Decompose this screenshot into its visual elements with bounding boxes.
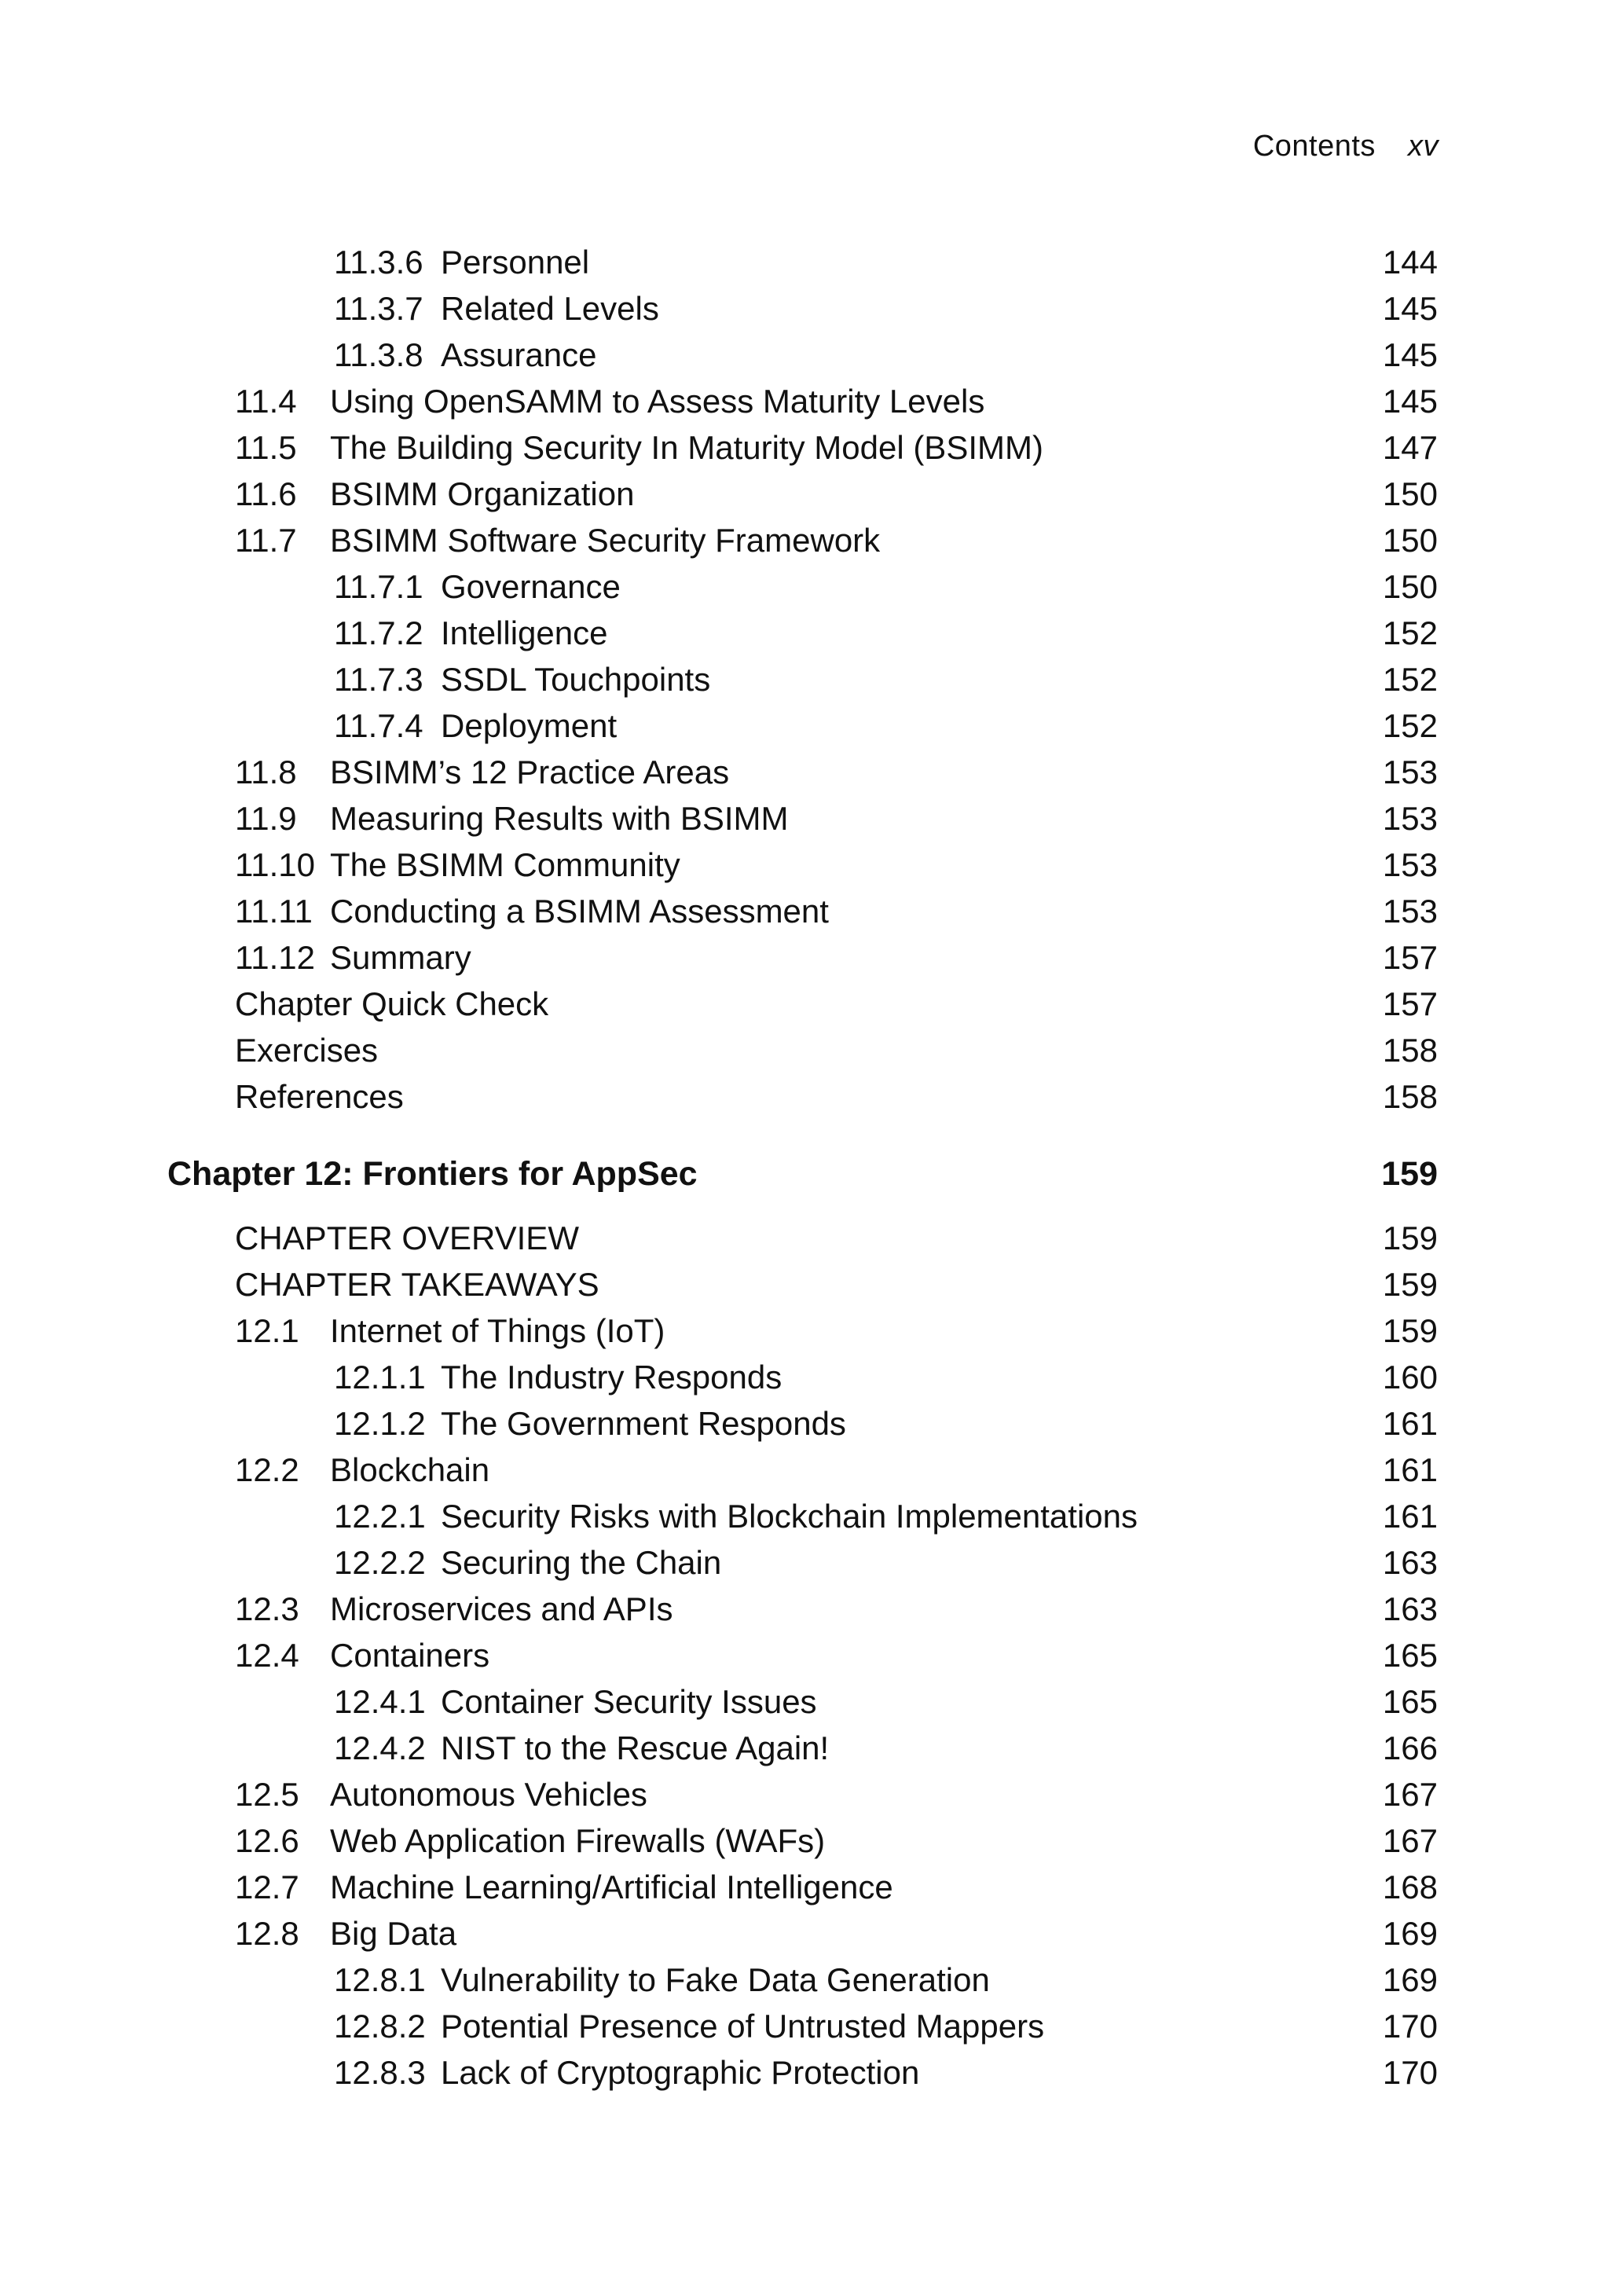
toc-entry-page-number: 169 bbox=[1382, 1915, 1438, 1952]
toc-entry-page-number: 145 bbox=[1382, 290, 1438, 327]
toc-entry-number: 12.5 bbox=[235, 1776, 299, 1813]
toc-entry-page-number: 167 bbox=[1382, 1822, 1438, 1859]
toc-entry[interactable] bbox=[0, 2049, 1609, 2096]
toc-entry-title: The Government Responds bbox=[441, 1405, 846, 1442]
toc-entry-number: 12.2 bbox=[235, 1451, 299, 1488]
toc-entry[interactable] bbox=[0, 2003, 1609, 2049]
toc-entry-title: Conducting a BSIMM Assessment bbox=[330, 893, 829, 930]
toc-entry-title: Chapter Quick Check bbox=[235, 985, 549, 1022]
toc-entry-number: 11.5 bbox=[235, 429, 297, 466]
chapter-title: Chapter 12: Frontiers for AppSec bbox=[167, 1155, 698, 1193]
toc-entry[interactable] bbox=[0, 1771, 1609, 1817]
toc-entry-page-number: 144 bbox=[1382, 244, 1438, 281]
toc-entry-title: CHAPTER OVERVIEW bbox=[235, 1220, 579, 1256]
toc-entry-page-number: 152 bbox=[1382, 614, 1438, 651]
toc-chapter-heading[interactable] bbox=[0, 1151, 1609, 1198]
toc-entry-title: Lack of Cryptographic Protection bbox=[441, 2054, 920, 2091]
toc-entry-page-number: 150 bbox=[1382, 522, 1438, 559]
toc-entry-page-number: 153 bbox=[1382, 800, 1438, 837]
toc-entry-title: BSIMM Software Security Framework bbox=[330, 522, 881, 559]
toc-entry-title: Container Security Issues bbox=[441, 1683, 817, 1720]
toc-entry-page-number: 158 bbox=[1382, 1078, 1438, 1115]
toc-entry-number: 11.8 bbox=[235, 754, 297, 790]
toc-entry[interactable] bbox=[0, 842, 1609, 888]
toc-entry-number: 11.4 bbox=[235, 383, 297, 420]
toc-entry-number: 11.7.3 bbox=[334, 661, 423, 698]
toc-entry-page-number: 163 bbox=[1382, 1544, 1438, 1581]
toc-entry-page-number: 157 bbox=[1382, 939, 1438, 976]
toc-entry-page-number: 157 bbox=[1382, 985, 1438, 1022]
toc-entry[interactable] bbox=[0, 1400, 1609, 1447]
spacer bbox=[0, 1120, 1609, 1151]
toc-entry[interactable] bbox=[0, 1354, 1609, 1400]
toc-entry-title: Internet of Things (IoT) bbox=[330, 1312, 665, 1349]
toc-entry-title: Microservices and APIs bbox=[330, 1590, 673, 1627]
toc-entry-page-number: 159 bbox=[1382, 1220, 1438, 1256]
toc-entry[interactable] bbox=[0, 471, 1609, 517]
toc-entry[interactable] bbox=[0, 795, 1609, 842]
toc-entry-page-number: 167 bbox=[1382, 1776, 1438, 1813]
toc-entry-title: The Building Security In Maturity Model (BSIMM) bbox=[330, 429, 1043, 466]
toc-entry-title: Security Risks with Blockchain Implementations bbox=[441, 1498, 1138, 1535]
toc-entry-page-number: 158 bbox=[1382, 1032, 1438, 1069]
toc-entry-number: 12.2.2 bbox=[334, 1544, 426, 1581]
toc-entry-page-number: 145 bbox=[1382, 383, 1438, 420]
toc-entry-number: 11.7.1 bbox=[334, 568, 423, 605]
toc-entry-number: 11.3.8 bbox=[334, 336, 423, 373]
toc-entry-title: Summary bbox=[330, 939, 471, 976]
toc-entry[interactable] bbox=[0, 285, 1609, 332]
toc-entry-page-number: 150 bbox=[1382, 475, 1438, 512]
toc-entry[interactable] bbox=[0, 424, 1609, 471]
toc-entry[interactable] bbox=[0, 656, 1609, 702]
chapter-page-number: 159 bbox=[1381, 1155, 1438, 1193]
toc-entry-title: The Industry Responds bbox=[441, 1359, 783, 1396]
toc-entry-title: CHAPTER TAKEAWAYS bbox=[235, 1266, 599, 1303]
toc-entry-title: Deployment bbox=[441, 707, 618, 744]
toc-entry-page-number: 152 bbox=[1382, 707, 1438, 744]
toc-entry-page-number: 159 bbox=[1382, 1266, 1438, 1303]
toc-entry-number: 11.11 bbox=[235, 893, 313, 930]
toc-entry-number: 12.3 bbox=[235, 1590, 299, 1627]
toc-entry[interactable] bbox=[0, 1586, 1609, 1632]
toc-entry-title: Related Levels bbox=[441, 290, 659, 327]
toc-entry-page-number: 147 bbox=[1382, 429, 1438, 466]
toc-entry-number: 12.2.1 bbox=[334, 1498, 426, 1535]
toc-entry[interactable] bbox=[0, 1073, 1609, 1120]
toc-entry[interactable] bbox=[0, 934, 1609, 981]
toc-entry[interactable] bbox=[0, 1447, 1609, 1493]
toc-entry-title: The BSIMM Community bbox=[330, 846, 680, 883]
toc-entry[interactable] bbox=[0, 1864, 1609, 1910]
toc-entry-number: 11.3.7 bbox=[334, 290, 423, 327]
toc-entry-page-number: 153 bbox=[1382, 754, 1438, 790]
toc-entry-title: Measuring Results with BSIMM bbox=[330, 800, 789, 837]
toc-entry[interactable] bbox=[0, 1539, 1609, 1586]
toc-entry-title: References bbox=[235, 1078, 404, 1115]
toc-entry-number: 11.9 bbox=[235, 800, 297, 837]
toc-entry-title: Governance bbox=[441, 568, 621, 605]
spacer bbox=[0, 1198, 1609, 1215]
toc-entry[interactable] bbox=[0, 1308, 1609, 1354]
toc-entry[interactable] bbox=[0, 749, 1609, 795]
toc-entry[interactable] bbox=[0, 1678, 1609, 1725]
toc-entry[interactable] bbox=[0, 610, 1609, 656]
toc-entry-page-number: 161 bbox=[1382, 1451, 1438, 1488]
toc-entry[interactable] bbox=[0, 981, 1609, 1027]
toc-entry-page-number: 168 bbox=[1382, 1869, 1438, 1905]
toc-entry-number: 11.10 bbox=[235, 846, 315, 883]
running-header bbox=[1253, 130, 1439, 163]
toc-entry[interactable] bbox=[0, 1725, 1609, 1771]
toc-entry-title: Assurance bbox=[441, 336, 597, 373]
toc-entry-page-number: 159 bbox=[1382, 1312, 1438, 1349]
toc-entry-page-number: 161 bbox=[1382, 1498, 1438, 1535]
toc-entry-title: Vulnerability to Fake Data Generation bbox=[441, 1961, 990, 1998]
toc-entry-page-number: 153 bbox=[1382, 893, 1438, 930]
toc-entry-number: 12.6 bbox=[235, 1822, 299, 1859]
toc-entry-title: BSIMM’s 12 Practice Areas bbox=[330, 754, 730, 790]
toc-entry-title: BSIMM Organization bbox=[330, 475, 635, 512]
toc-entry-page-number: 165 bbox=[1382, 1637, 1438, 1674]
toc-entry-title: Big Data bbox=[330, 1915, 457, 1952]
toc-entry-number: 12.8.2 bbox=[334, 2008, 426, 2045]
toc-entry-page-number: 153 bbox=[1382, 846, 1438, 883]
toc-entry-title: Personnel bbox=[441, 244, 590, 281]
toc-entry-number: 12.1 bbox=[235, 1312, 299, 1349]
toc-entry-title: SSDL Touchpoints bbox=[441, 661, 711, 698]
toc-entry-title: Blockchain bbox=[330, 1451, 490, 1488]
page-folio: xv bbox=[1408, 130, 1439, 163]
toc-entry-number: 11.7 bbox=[235, 522, 297, 559]
toc-entry-number: 11.7.2 bbox=[334, 614, 423, 651]
toc-entry-title: Using OpenSAMM to Assess Maturity Levels bbox=[330, 383, 985, 420]
toc-entry-title: Web Application Firewalls (WAFs) bbox=[330, 1822, 826, 1859]
toc-section-chapter-12 bbox=[0, 1215, 1609, 2096]
toc-entry-page-number: 170 bbox=[1382, 2008, 1438, 2045]
toc-entry[interactable] bbox=[0, 239, 1609, 285]
toc-entry[interactable] bbox=[0, 378, 1609, 424]
toc-entry-number: 12.1.1 bbox=[334, 1359, 426, 1396]
toc-entry[interactable] bbox=[0, 1261, 1609, 1308]
toc-entry-number: 11.3.6 bbox=[334, 244, 423, 281]
toc-entry-number: 11.6 bbox=[235, 475, 297, 512]
toc-entry-page-number: 161 bbox=[1382, 1405, 1438, 1442]
toc-entry-title: Exercises bbox=[235, 1032, 379, 1069]
toc-entry-number: 12.8.3 bbox=[334, 2054, 426, 2091]
toc-entry-page-number: 170 bbox=[1382, 2054, 1438, 2091]
toc-entry-number: 11.7.4 bbox=[334, 707, 423, 744]
toc-entry[interactable] bbox=[0, 1957, 1609, 2003]
toc-entry-title: Containers bbox=[330, 1637, 490, 1674]
toc-entry[interactable] bbox=[0, 702, 1609, 749]
toc-entry-page-number: 165 bbox=[1382, 1683, 1438, 1720]
table-of-contents bbox=[0, 239, 1609, 2096]
toc-section-chapter-11 bbox=[0, 239, 1609, 1120]
toc-entry[interactable] bbox=[0, 1632, 1609, 1678]
toc-entry[interactable] bbox=[0, 1215, 1609, 1261]
toc-entry[interactable] bbox=[0, 1910, 1609, 1957]
toc-entry-title: NIST to the Rescue Again! bbox=[441, 1729, 830, 1766]
toc-entry-number: 11.12 bbox=[235, 939, 315, 976]
toc-entry[interactable] bbox=[0, 1027, 1609, 1073]
toc-entry[interactable] bbox=[0, 563, 1609, 610]
toc-entry-title: Intelligence bbox=[441, 614, 608, 651]
toc-entry[interactable] bbox=[0, 517, 1609, 563]
toc-entry-page-number: 166 bbox=[1382, 1729, 1438, 1766]
toc-entry-page-number: 145 bbox=[1382, 336, 1438, 373]
toc-entry[interactable] bbox=[0, 1817, 1609, 1864]
toc-entry-page-number: 152 bbox=[1382, 661, 1438, 698]
toc-entry-page-number: 169 bbox=[1382, 1961, 1438, 1998]
toc-entry-page-number: 160 bbox=[1382, 1359, 1438, 1396]
toc-entry-title: Potential Presence of Untrusted Mappers bbox=[441, 2008, 1045, 2045]
toc-entry[interactable] bbox=[0, 332, 1609, 378]
toc-entry-number: 12.4 bbox=[235, 1637, 299, 1674]
toc-entry[interactable] bbox=[0, 1493, 1609, 1539]
toc-entry-title: Autonomous Vehicles bbox=[330, 1776, 647, 1813]
toc-entry-title: Machine Learning/Artificial Intelligence bbox=[330, 1869, 893, 1905]
toc-entry-number: 12.1.2 bbox=[334, 1405, 426, 1442]
running-header-label: Contents bbox=[1252, 130, 1376, 163]
toc-entry-number: 12.8 bbox=[235, 1915, 299, 1952]
toc-entry-number: 12.8.1 bbox=[334, 1961, 426, 1998]
toc-entry[interactable] bbox=[0, 888, 1609, 934]
toc-entry-page-number: 163 bbox=[1382, 1590, 1438, 1627]
toc-entry-number: 12.7 bbox=[235, 1869, 299, 1905]
toc-entry-page-number: 150 bbox=[1382, 568, 1438, 605]
toc-entry-number: 12.4.2 bbox=[334, 1729, 426, 1766]
toc-entry-number: 12.4.1 bbox=[334, 1683, 426, 1720]
toc-entry-title: Securing the Chain bbox=[441, 1544, 722, 1581]
